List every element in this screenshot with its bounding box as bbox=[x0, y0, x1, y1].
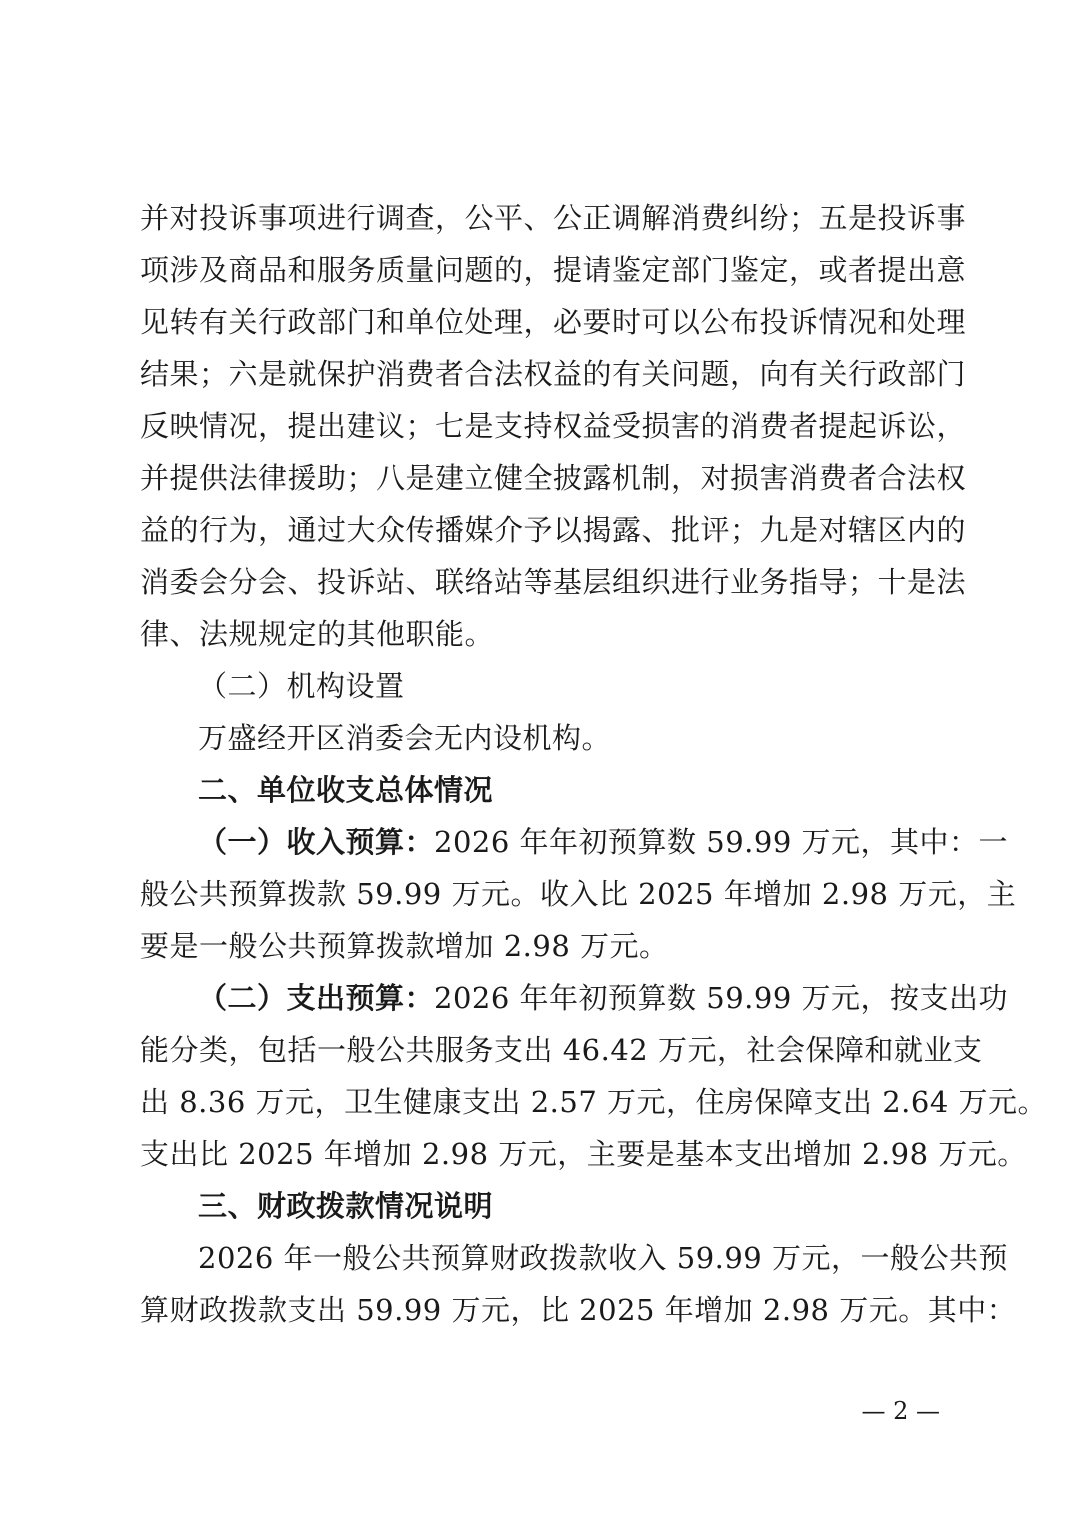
section-3-heading: 三、财政拨款情况说明 bbox=[198, 1189, 494, 1223]
paragraph-line: 律、法规规定的其他职能。 bbox=[140, 617, 495, 651]
expenditure-line-3: 出 8.36 万元，卫生健康支出 2.57 万元，住房保障支出 2.64 万元。 bbox=[140, 1085, 1048, 1119]
section-3-line: 算财政拨款支出 59.99 万元，比 2025 年增加 2.98 万元。其中： bbox=[140, 1293, 1017, 1327]
income-line-2: 般公共预算拨款 59.99 万元。收入比 2025 年增加 2.98 万元，主 bbox=[140, 877, 1017, 911]
expenditure-line-1 bbox=[198, 973, 1008, 1023]
paragraph-line: 结果；六是就保护消费者合法权益的有关问题，向有关行政部门 bbox=[140, 357, 967, 391]
section-3-line: 2026 年一般公共预算财政拨款收入 59.99 万元，一般公共预 bbox=[198, 1241, 1008, 1275]
paragraph-line: 消委会分会、投诉站、联络站等基层组织进行业务指导；十是法 bbox=[140, 565, 967, 599]
income-line-3: 要是一般公共预算拨款增加 2.98 万元。 bbox=[140, 929, 669, 963]
expenditure-label: （二）支出预算： bbox=[198, 981, 435, 1015]
section-2-heading: 二、单位收支总体情况 bbox=[198, 773, 494, 807]
expenditure-line-4: 支出比 2025 年增加 2.98 万元，主要是基本支出增加 2.98 万元。 bbox=[140, 1137, 1027, 1171]
expenditure-line-1-text: 2026 年年初预算数 59.99 万元，按支出功 bbox=[434, 981, 1008, 1015]
income-label: （一）收入预算： bbox=[198, 825, 435, 859]
expenditure-line-2: 能分类，包括一般公共服务支出 46.42 万元，社会保障和就业支 bbox=[140, 1033, 983, 1067]
paragraph-line: 反映情况，提出建议；七是支持权益受损害的消费者提起诉讼， bbox=[140, 409, 967, 443]
income-line-1 bbox=[198, 817, 1008, 867]
org-text: 万盛经开区消委会无内设机构。 bbox=[198, 721, 612, 755]
income-line-1-text: 2026 年年初预算数 59.99 万元，其中：一 bbox=[434, 825, 1008, 859]
page-number: — 2 — bbox=[861, 1397, 940, 1425]
paragraph-line: 项涉及商品和服务质量问题的，提请鉴定部门鉴定，或者提出意 bbox=[140, 253, 967, 287]
paragraph-line: 见转有关行政部门和单位处理，必要时可以公布投诉情况和处理 bbox=[140, 305, 967, 339]
paragraph-line: 益的行为，通过大众传播媒介予以揭露、批评；九是对辖区内的 bbox=[140, 513, 967, 547]
paragraph-line: 并对投诉事项进行调查，公平、公正调解消费纠纷；五是投诉事 bbox=[140, 201, 967, 235]
paragraph-line: 并提供法律援助；八是建立健全披露机制，对损害消费者合法权 bbox=[140, 461, 967, 495]
subheading-org: （二）机构设置 bbox=[198, 669, 405, 703]
